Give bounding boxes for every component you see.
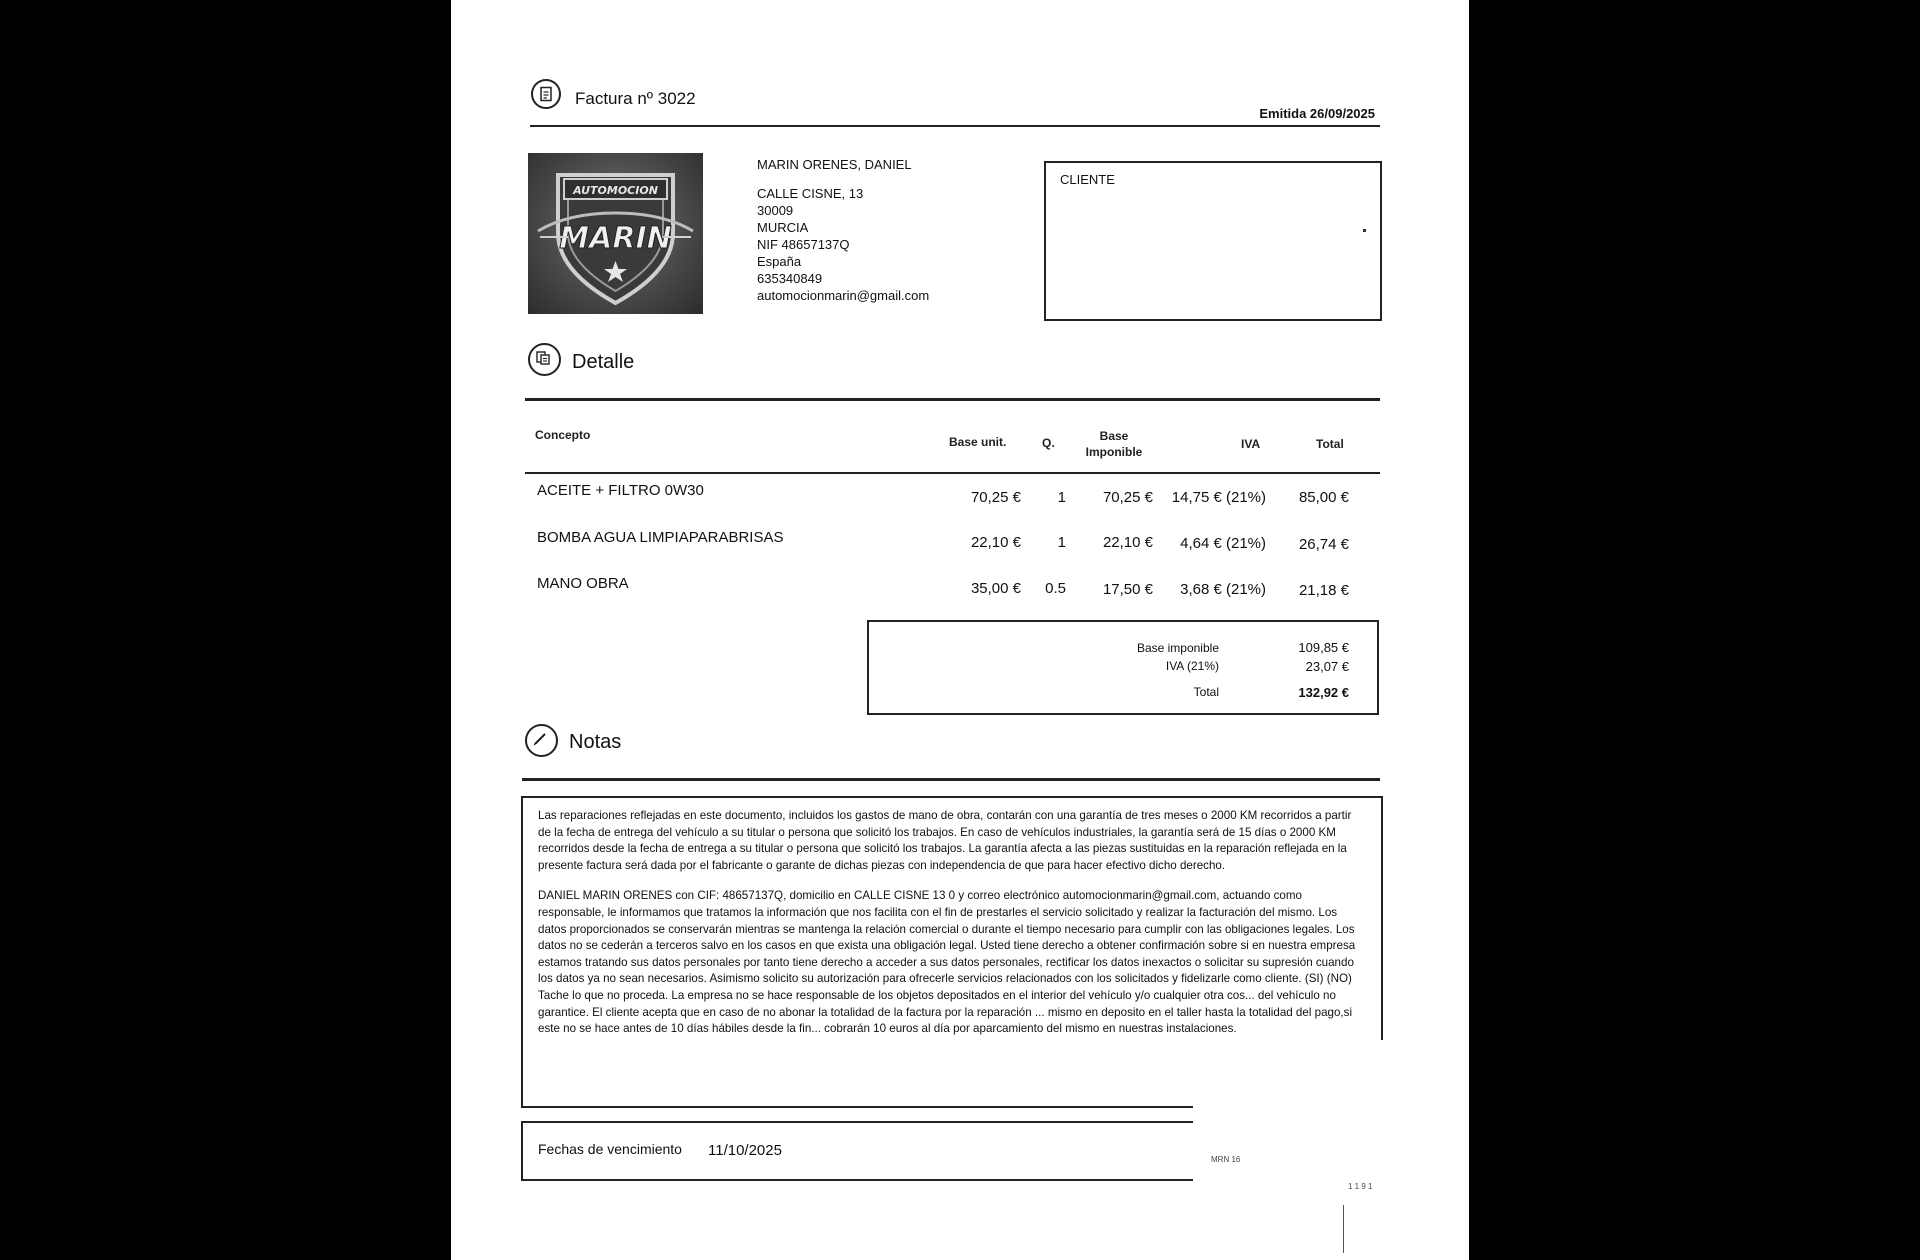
notes-title: Notas — [569, 731, 622, 753]
col-header-qty: Q. — [1042, 436, 1055, 450]
table-row — [451, 527, 1469, 557]
issuer-phone: 635340849 — [757, 271, 823, 286]
totals-iva-value: 23,07 € — [1305, 659, 1349, 674]
notes-divider — [522, 778, 1380, 781]
row-total: 85,00 € — [1298, 489, 1349, 506]
issuer-country: España — [757, 254, 802, 269]
invoice-title: Factura nº 3022 — [575, 89, 696, 108]
row-concept: MANO OBRA — [537, 575, 629, 592]
table-row — [451, 480, 1469, 510]
client-label: CLIENTE — [1060, 172, 1115, 187]
client-box — [1044, 161, 1382, 321]
detail-icon — [528, 343, 561, 376]
emission-date: Emitida 26/09/2025 — [1259, 106, 1375, 121]
row-base: 17,50 € — [1102, 581, 1153, 598]
issuer-city: MURCIA — [757, 220, 809, 235]
row-iva: 4,64 € (21%) — [1180, 535, 1266, 552]
row-qty: 1 — [1057, 534, 1066, 551]
row-concept: ACEITE + FILTRO 0W30 — [537, 482, 704, 499]
client-mark — [1363, 229, 1366, 232]
table-header-divider — [525, 472, 1380, 474]
totals-total-value: 132,92 € — [1298, 685, 1349, 700]
pencil-icon — [525, 724, 558, 757]
issuer-info — [757, 156, 929, 304]
col-header-base-imponible — [1077, 428, 1151, 460]
row-qty: 1 — [1057, 489, 1066, 506]
row-base-unit: 70,25 € — [970, 489, 1021, 506]
col-header-base-unit: Base unit. — [949, 435, 1007, 449]
notes-text — [538, 808, 1366, 1052]
stamp-overlay — [1193, 1040, 1438, 1260]
issuer-street: CALLE CISNE, 13 — [757, 186, 864, 201]
detail-divider — [525, 398, 1380, 401]
row-concept: BOMBA AGUA LIMPIAPARABRISAS — [537, 529, 784, 546]
stamp-fragment: MRN 16 — [1211, 1155, 1241, 1164]
company-logo — [528, 153, 703, 314]
due-date-value: 11/10/2025 — [708, 1142, 782, 1159]
stamp-fragment: 1 1 9 1 — [1348, 1182, 1373, 1191]
svg-text:AUTOMOCION: AUTOMOCION — [573, 184, 658, 197]
totals-total-label: Total — [1193, 685, 1219, 699]
row-qty: 0.5 — [1045, 580, 1066, 597]
notes-privacy-paragraph: DANIEL MARIN ORENES con CIF: 48657137Q, domicilio en CALLE CISNE 13 0 y correo electrónico automocionmarin@gmail.com, actuando como responsable, le informamos que tratamos la información que nos facilita con el fin de prestarles el servicio solicitado y realizar la facturación del mismo. Los datos proporcionados se conservarán mientras se mantenga la relación comercial o durante el tiempo necesario para cumplir con las obligaciones legales. Los datos no se cederán a terceros salvo en los casos en que exista una obligación legal. Usted tiene derecho a obtener confirmación sobre si en nuestra empresa estamos tratando sus datos personales por tanto tiene derecho a acceder a sus datos personales, rectificar los datos inexactos o solicitar su supresión cuando los datos ya no sean necesarios. Asimismo solicito su autorización para ofrecerle servicios relacionados con los solicitados y fidelizarle como cliente. (SI) (NO) Tache lo que no proceda. La empresa no se hace responsable de los objetos depositados en el interior del vehículo y/o cualquier otra cos... del vehículo no garantice. El cliente acepta que en caso de no abonar la totalidad de la factura por la reparación ... mismo en deposito en el taller hasta la totalidad del pago,si este no se hace antes de 10 días hábiles desde la fin... cobrarán 10 euros al día por aparcamiento del mismo en nuestras instalaciones. — [538, 889, 1356, 1036]
document-icon — [531, 79, 561, 109]
col-header-iva: IVA — [1241, 437, 1261, 451]
due-date-label: Fechas de vencimiento — [538, 1141, 682, 1157]
totals-box — [867, 620, 1379, 715]
notes-warranty-paragraph: Las reparaciones reflejadas en este documento, incluidos los gastos de mano de obra, contarán con una garantía de tres meses o 2000 KM recorridos a partir de la fecha de entrega del vehículo a su titular o persona que solicitó los trabajos. En caso de vehículos industriales, la garantía será de 15 días o 2000 KM recorridos desde la fecha de entrega a su titular o persona que solicitó los trabajos. La garantía afecta a las piezas sustituidas en la reparación reflejada en la presente factura será dada por el fabricante o garante de dichas piezas con independencia de que para hacer efectivo dicho derecho. — [538, 809, 1352, 872]
col-header-total: Total — [1316, 437, 1344, 451]
issuer-name: MARIN ORENES, DANIEL — [757, 157, 912, 172]
stamp-mark — [1343, 1205, 1344, 1253]
header-divider — [530, 125, 1380, 127]
row-iva: 3,68 € (21%) — [1180, 581, 1266, 598]
row-base-unit: 35,00 € — [970, 580, 1021, 597]
col-header-base-line1: Base — [1099, 429, 1129, 443]
table-row — [451, 573, 1469, 603]
svg-text:MARIN: MARIN — [559, 221, 672, 256]
row-base: 70,25 € — [1102, 489, 1153, 506]
issuer-postcode: 30009 — [757, 203, 794, 218]
totals-iva-label: IVA (21%) — [1165, 659, 1219, 673]
row-total: 26,74 € — [1298, 536, 1349, 553]
totals-base-value: 109,85 € — [1298, 640, 1349, 655]
col-header-concept: Concepto — [535, 428, 591, 442]
row-iva: 14,75 € (21%) — [1171, 489, 1266, 506]
col-header-base-line2: Imponible — [1085, 445, 1143, 459]
detail-title: Detalle — [572, 351, 635, 373]
totals-base-label: Base imponible — [1136, 641, 1219, 655]
issuer-email: automocionmarin@gmail.com — [757, 288, 930, 303]
row-total: 21,18 € — [1298, 582, 1349, 599]
issuer-nif: NIF 48657137Q — [757, 237, 850, 252]
row-base: 22,10 € — [1102, 534, 1153, 551]
row-base-unit: 22,10 € — [970, 534, 1021, 551]
invoice-page — [451, 0, 1469, 1260]
